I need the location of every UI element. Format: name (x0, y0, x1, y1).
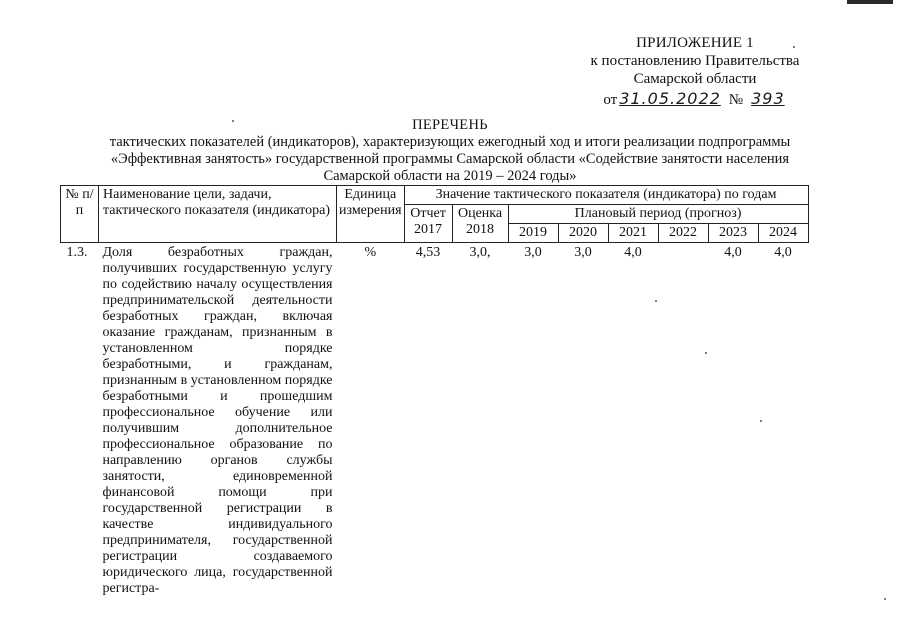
row-value-2020: 3,0 (574, 245, 592, 260)
header-report-2017: Отчет 2017 (404, 205, 452, 243)
header-planning-period: Плановый период (прогноз) (508, 205, 808, 224)
header-year: 2021 (608, 224, 658, 243)
order-prefix: от (603, 92, 618, 108)
row-value-2021: 4,0 (624, 245, 642, 260)
appendix-line-1: к постановлению Правительства (590, 53, 800, 69)
indicators-table (60, 185, 809, 597)
header-unit: Единица измерения (337, 186, 405, 243)
row-estimate-2018: 3,0, (469, 245, 491, 260)
document-subtitle-line-3: Самарской области на 2019 – 2024 годы» (323, 168, 577, 184)
scan-corner-mark (847, 0, 893, 4)
scan-speck (884, 598, 886, 600)
row-description: Доля безработных граждан, получивших государственную услугу по содействию началу осуществления предпринимательской деятельности безработных граждан, включая оказание гражданам, признанным в установленном порядке безработными, и гражданам, признанным в установленном порядке безработными и прошедшим профессиональное обучение или получившим дополнительное профессиональное образование по направлению органов службы занятости, единовременной финансовой помощи при государственной регистрации в качестве индивидуального предпринимателя, государственной регистрации создаваемого юридического лица, государственной регистра- (102, 245, 333, 596)
document-title-block (40, 117, 860, 185)
row-value-2024: 4,0 (774, 245, 792, 260)
header-year: 2022 (658, 224, 708, 243)
document-subtitle-line-2: «Эффективная занятость» государственной программы Самарской области «Содействие занятости населения (110, 151, 790, 167)
header-values-group: Значение тактического показателя (индикатора) по годам (404, 186, 808, 205)
header-year: 2024 (758, 224, 808, 243)
document-title: ПЕРЕЧЕНЬ (412, 117, 488, 133)
row-number: 1.3. (66, 245, 88, 260)
row-value-2023: 4,0 (724, 245, 742, 260)
appendix-title: ПРИЛОЖЕНИЕ 1 (636, 35, 754, 51)
header-estimate-2018: Оценка 2018 (452, 205, 508, 243)
row-report-2017: 4,53 (415, 245, 441, 260)
row-value-2019: 3,0 (524, 245, 542, 260)
header-year: 2023 (708, 224, 758, 243)
row-value-2022 (658, 243, 708, 598)
table-row (61, 243, 809, 598)
order-date: 31.05.2022 (619, 89, 721, 108)
header-year: 2019 (508, 224, 558, 243)
appendix-header (560, 34, 830, 109)
header-number: № п/п (61, 186, 99, 243)
header-indicator-name: Наименование цели, задачи, тактического показателя (индикатора) (99, 186, 337, 243)
appendix-line-2: Самарской области (633, 71, 757, 87)
row-unit: % (364, 245, 377, 260)
order-number-label: № (728, 92, 744, 108)
header-year: 2020 (558, 224, 608, 243)
document-subtitle-line-1: тактических показателей (индикаторов), характеризующих ежегодный ход и итоги реализации подпрограммы (109, 134, 791, 150)
order-reference (560, 90, 830, 109)
order-number: 393 (751, 89, 785, 108)
